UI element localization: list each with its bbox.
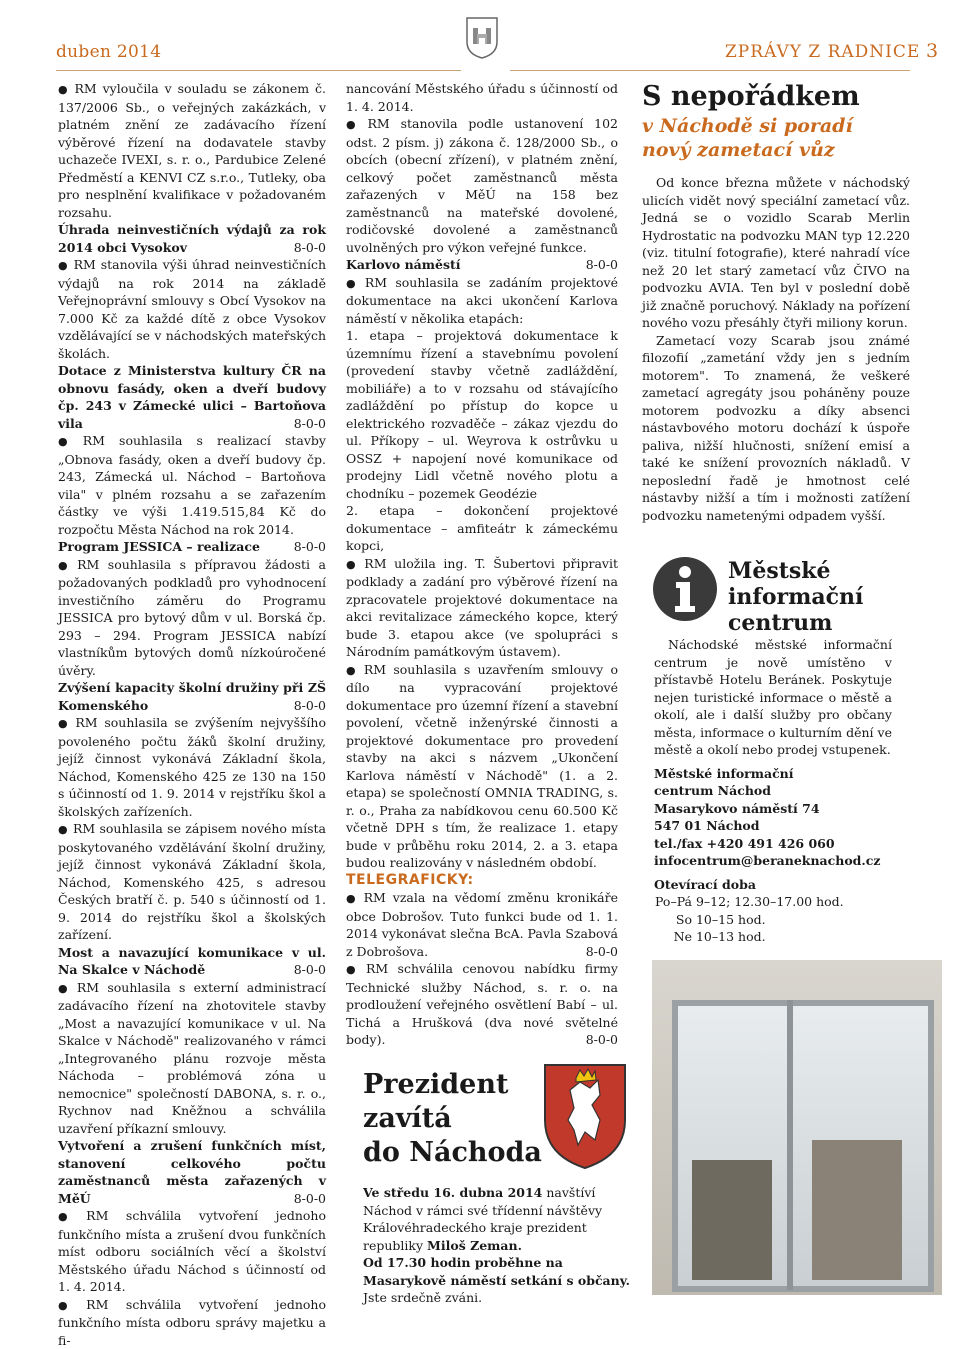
info-address-line: Městské informační [654,765,892,783]
sweeper-paragraph-1: Od konce března můžete v náchodský ulicích vidět nový speciální zametací vůz. Jedná se o vozidlo Scarab Merlin Hydrostatic na podvozku MAN typ 12.220 (viz. titulní fotografie), které nahradí více než 20 let starý zametací vůz ČIVO na podvozku AVIA. Ten byl v poslední době již značně poruchový. Náklady na pořízení nového vozu přesáhly čtyři miliony korun. [642,174,910,332]
info-title-1: Městské [728,558,863,584]
president-title-3: do Náchoda [363,1136,635,1170]
vote-result: 8-0-0 [586,256,618,274]
bullet-item: ● RM uložila ing. T. Šubertovi připravit podklady a zadání pro výběrové řízení na zpracovatele projektové dokumentace na akci revitalizace zámeckého kopce, který bude 3. etapou akce (ve spolupráci s Národním památkovým ústavem). [346,555,618,661]
header-rule-right [510,70,910,71]
president-invite: Jste srdečně zváni. [363,1289,635,1307]
vote-result: 8-0-0 [586,943,618,961]
info-address-line: 547 01 Náchod [654,817,892,835]
section-heading: Úhrada neinvestičních výdajů za rok 2014 obci Vysokov 8-0-0 [58,221,326,256]
info-centre-photo [652,960,942,1295]
president-title-1: Prezident [363,1068,635,1102]
paragraph: nancování Městského úřadu s účinností od 1. 4. 2014. [346,80,618,115]
header-date: duben 2014 [56,42,161,62]
telegraph-heading: TELEGRAFICKY: [346,872,618,890]
hours-title: Otevírací doba [654,876,892,894]
president-date: Ve středu 16. dubna 2014 [363,1185,542,1200]
info-email[interactable]: infocentrum@beraneknachod.cz [654,852,892,870]
bullet-item: ● RM souhlasila se zadáním projektové dokumentace na akci ukončení Karlova náměstí v několika etapách: [346,274,618,328]
info-icon [652,556,718,622]
president-name: Miloš Zeman. [427,1238,522,1253]
sweeper-subtitle-2: nový zametací vůz [642,138,910,162]
header-section: ZPRÁVY Z RADNICE [725,42,920,62]
hours-row: Ne 10–13 hod. [654,928,892,946]
city-crest-icon [465,16,499,60]
paragraph: 1. etapa – projektová dokumentace k územnímu řízení a stavebnímu povolení (provedení stavby včetně zadláždění, mobiliáře) a to v rozsahu od stávajícího zadláždění po přístup do kopce u elektrického rozvaděče – zákaz vjezdu do ul. Příkopy – ul. Weyrova k ostrůvku u OSSZ + napojení nové komunikace od prodejny Lidl včetně nového plotu a chodníku – pozemek Geodézie [346,327,618,502]
info-phone: tel./fax +420 491 426 060 [654,835,892,853]
section-heading: Most a navazující komunikace v ul. Na Skalce v Náchodě 8-0-0 [58,944,326,979]
info-paragraph: Náchodské městské informační centrum je nově umístěno v přístavbě Hotelu Beránek. Poskytuje nejen turistické informace o městě a okolí, ale i další služby pro občany města, informace o kulturním dění ve městě a okolí nebo prodej vstupenek. [654,636,892,759]
section-heading: Vytvoření a zrušení funkčních míst, stanovení celkového počtu zaměstnanců města zařazených v MěÚ 8-0-0 [58,1137,326,1207]
info-title-2: informační [728,584,863,610]
bullet-item: ● RM souhlasila s externí administrací zadávacího řízení na zhotovitele stavby „Most a navazující komunikace v ul. Na Skalce v Náchodě" realizovaného v rámci „Integrovaného plánu rozvoje města Náchoda – problémová zóna u nemocnice" společností DABONA, s. r. o., Rychnov nad Kněžnou a schválila uzavření příkazní smlouvy. [58,979,326,1138]
vote-result: 8-0-0 [294,697,326,715]
vote-result: 8-0-0 [294,415,326,433]
sweeper-subtitle-1: v Náchodě si poradí [642,114,910,138]
section-heading: Karlovo náměstí 8-0-0 [346,256,618,274]
hours-row: Po–Pá 9–12; 12.30–17.00 hod. [654,893,892,911]
info-address-line: centrum Náchod [654,782,892,800]
bullet-item: ● RM souhlasila se zápisem nového místa poskytovaného vzdělávání školní družiny, jejíž činnost vykonává Základní škola, Náchod, Komenského 425, s adresou Českých bratří č. p. 540 s účinností od 1. 9. 2014 do rejstříku škol a školských zařízení. [58,820,326,944]
section-heading: Program JESSICA – realizace 8-0-0 [58,538,326,556]
bullet-item: ● RM schválila vytvoření jednoho funkčního místa odboru správy majetku a fi- [58,1296,326,1349]
bullet-item: ● RM schválila vytvoření jednoho funkčního místa a zrušení dvou funkčních míst odboru sociálních věcí a školství Městského úřadu Náchod s účinností od 1. 4. 2014. [58,1207,326,1296]
header-rule-left [56,70,461,71]
column-2 [346,80,618,1049]
vote-result: 8-0-0 [294,961,326,979]
bullet-item: ● RM vzala na vědomí změnu kronikáře obce Dobrošov. Tuto funkci bude od 1. 1. 2014 vykonávat slečna BcA. Pavla Szabová z Dobrošova. 8-0-0 [346,889,618,960]
bullet-item: ● RM schválila cenovou nabídku firmy Technické služby Náchod, s. r. o. na prodloužení veřejného osvětlení Babí – ul. Tichá a Hrušková (dva nové světelné body). 8-0-0 [346,960,618,1049]
sweeper-paragraph-2: Zametací vozy Scarab jsou známé filozofií „zametání vždy jen s jedním motorem". To znamená, že veškeré zametací agregáty jsou poháněny pouze motorem podvozku a díky absenci nástavbového motoru dochází k úspoře paliva, nižší hlučnosti, snížení emisí a také ke snížení provozních nákladů. V neposlední řadě je hmotnost celé nástavby nižší a tím i možnosti zatížení podvozku nametenými odpadem vyšší. [642,332,910,525]
president-title-2: zavítá [363,1102,635,1136]
czech-lion-icon [540,1060,630,1170]
column-1 [58,80,326,1349]
page-number: 3 [926,40,938,62]
bullet-item: ● RM vyloučila v souladu se zákonem č. 137/2006 Sb., o veřejných zakázkách, v platném znění ze zadávacího řízení výběrové řízení na dodavatele stavby uchazeče IVEXI, s. r. o., Pardubice Zelené Předměstí a KENVI CZ s.r.o., Tutleky, oba pro nesplnění kvalifikace v požadovaném rozsahu. [58,80,326,221]
vote-result: 8-0-0 [586,1031,618,1049]
vote-result: 8-0-0 [294,538,326,556]
hours-row: So 10–15 hod. [654,911,892,929]
info-address [654,765,892,870]
bullet-item: ● RM souhlasila s přípravou žádosti a požadovaných podkladů pro vyhodnocení investičního záměru do Programu JESSICA pro bytový dům v ul. Borská čp. 293 – 294. Program JESSICA nabízí vlastníkům bytových domů nízkoúročené úvěry. [58,556,326,680]
bullet-item: ● RM souhlasila se zvýšením nejvyššího povoleného počtu žáků školní družiny, jejíž činnost vykonává Základní škola, Náchod, Komenského 425 ze 130 na 150 s účinností od 1. 9. 2014 v rejstříku škol a školských zařízeních. [58,714,326,820]
vote-result: 8-0-0 [294,239,326,257]
president-text: navštíví Náchod v rámci své třídenní návštěvy Královéhradeckého kraje prezident republiky [363,1185,602,1253]
info-address-line: Masarykovo náměstí 74 [654,800,892,818]
president-visit-article [355,1068,635,1307]
paragraph: 2. etapa – dokončení projektové dokumentace – amfiteátr k zámeckému kopci, [346,502,618,555]
vote-result: 8-0-0 [294,1190,326,1208]
info-centre-box [652,548,892,946]
bullet-item: ● RM stanovila výši úhrad neinvestičních výdajů na rok 2014 na základě Veřejnoprávní smlouvy s Obcí Vysokov na 7.000 Kč za každé dítě z obce Vysokov vzdělávající se v náchodských mateřských školách. [58,256,326,362]
bullet-item: ● RM souhlasila s uzavřením smlouvy o dílo na vypracování projektové dokumentace pro územní řízení a stavební povolení, včetně inženýrské činnosti a projektové dokumentace pro provedení stavby na akci s názvem „Ukončení Karlova náměstí v Náchodě" (1. a 2. etapa) se společností OMNIA TRADING, s. r. o., Praha za nabídkovou cenu 60.500 Kč včetně DPH s tím, že realizace 1. etapy bude v průběhu roku 2014, 2. a 3. etapa budou realizovány v následném období. [346,661,618,872]
column-3 [642,80,910,524]
section-heading: Zvýšení kapacity školní družiny při ZŠ Komenského 8-0-0 [58,679,326,714]
president-meeting: Od 17.30 hodin proběhne na Masarykově náměstí setkání s občany. [363,1254,635,1289]
section-heading: Dotace z Ministerstva kultury ČR na obnovu fasády, oken a dveří budovy čp. 243 v Zámecké ulici – Bartoňova vila 8-0-0 [58,362,326,432]
info-title-3: centrum [728,610,863,636]
sweeper-title: S nepořádkem [642,80,910,114]
bullet-item: ● RM souhlasila s realizací stavby „Obnova fasády, oken a dveří budovy čp. 243, Zámecká ul. Náchod – Bartoňova vila" v plném rozsahu a se zařazením částky ve výši 1.419.515,84 Kč do rozpočtu Města Náchod na rok 2014. [58,432,326,538]
bullet-item: ● RM stanovila podle ustanovení 102 odst. 2 písm. j) zákona č. 128/2000 Sb., o obcích (obecní zřízení), v platném znění, celkový počet zaměstnanců města zařazených v MěÚ na 158 bez zaměstnanců na mateřské dovolené, rodičovské dovolené a zaměstnanců uvolněných pro výkon veřejné funkce. [346,115,618,256]
